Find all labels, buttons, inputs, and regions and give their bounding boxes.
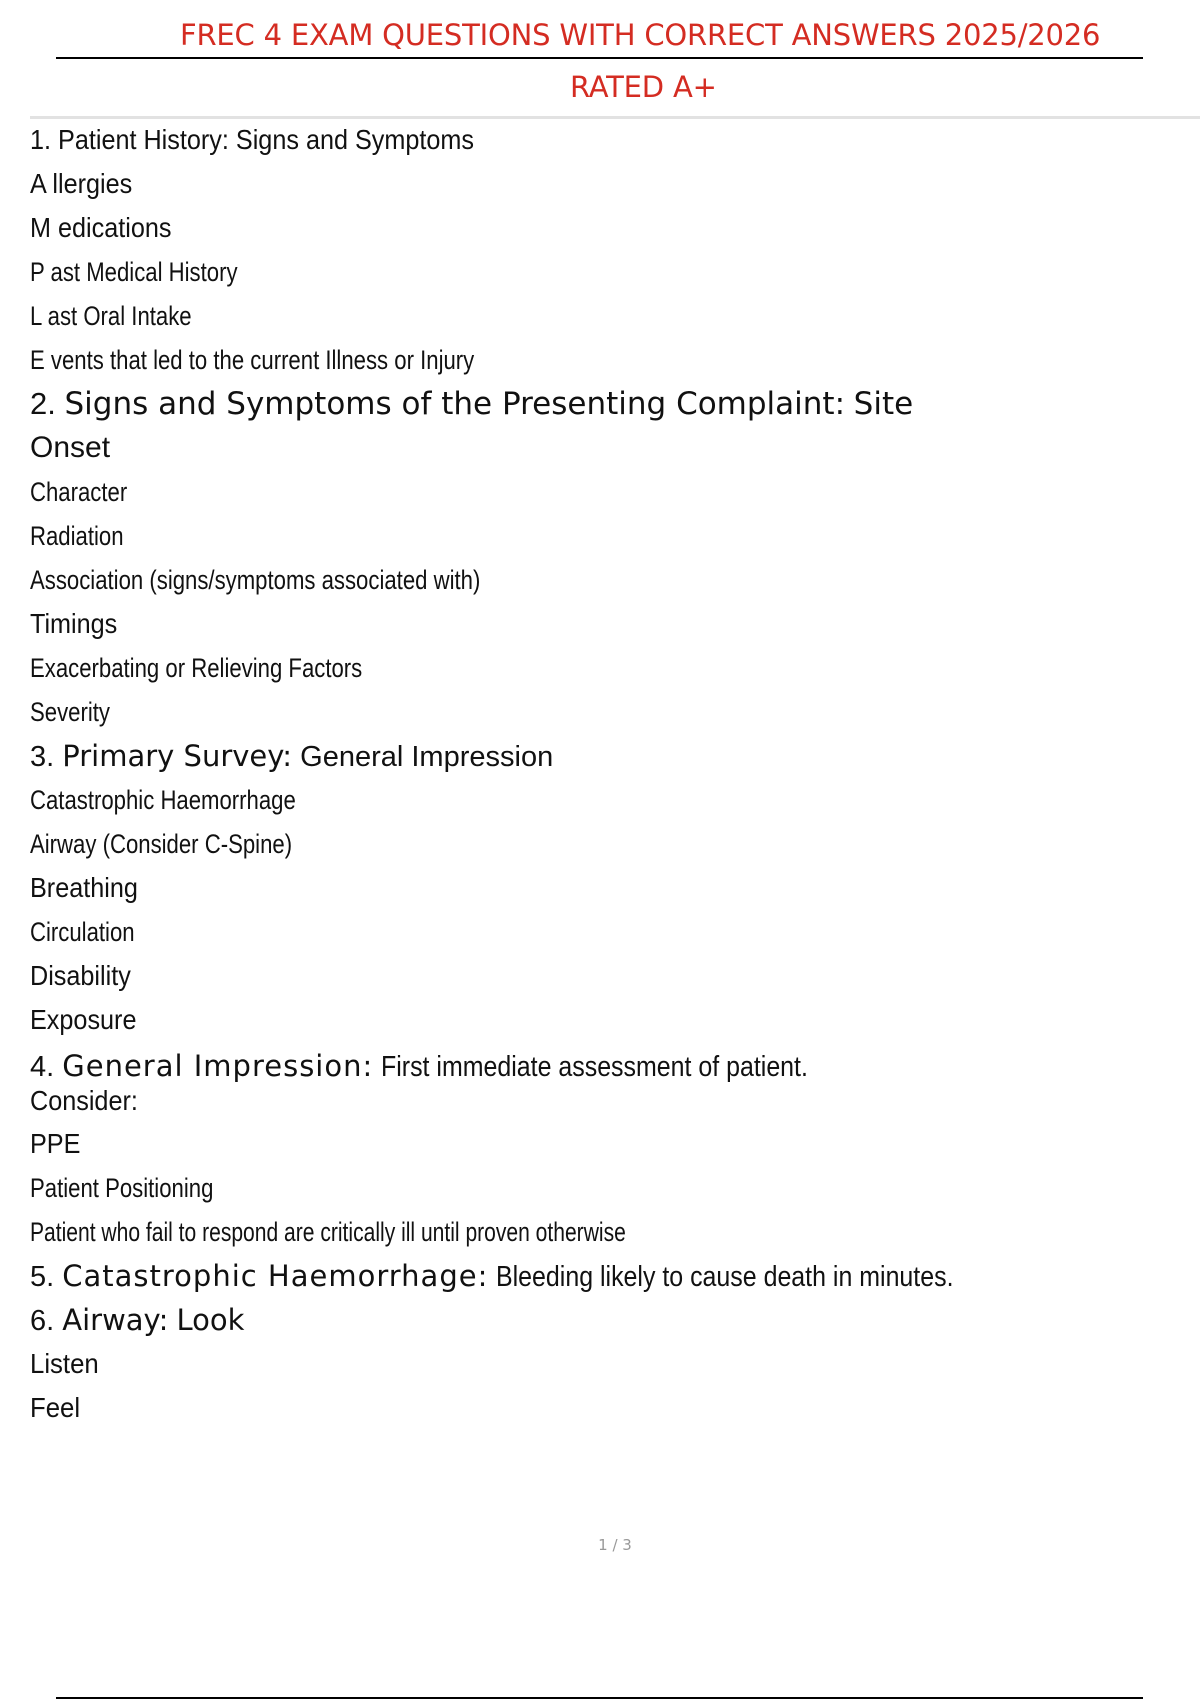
page-number: 1 / 3 xyxy=(598,1536,632,1554)
list-item: E vents that led to the current Illness or Injury xyxy=(30,345,475,375)
list-item: Breathing xyxy=(30,872,138,903)
list-item: M edications xyxy=(30,212,172,243)
list-item: Listen xyxy=(30,1348,99,1379)
list-item: PPE xyxy=(30,1128,81,1159)
question-answer: Site xyxy=(853,386,914,422)
question-number: 1. xyxy=(30,124,52,155)
question-3 xyxy=(30,734,1170,778)
question-term: Catastrophic Haemorrhage: xyxy=(62,1259,489,1293)
list-item: Association (signs/symptoms associated with) xyxy=(30,565,481,595)
list-item: Exposure xyxy=(30,1004,137,1035)
list-item: Exacerbating or Relieving Factors xyxy=(30,653,363,683)
question-number: 6. xyxy=(30,1305,55,1337)
question-answer: General Impression xyxy=(300,741,554,773)
list-item: L ast Oral Intake xyxy=(30,301,192,331)
question-number: 3. xyxy=(30,741,55,773)
list-item: Circulation xyxy=(30,917,135,947)
list-item: Airway (Consider C-Spine) xyxy=(30,829,293,859)
question-answer: Signs and Symptoms xyxy=(235,124,475,155)
question-term: Patient History: xyxy=(58,124,229,155)
list-item: Patient who fail to respond are critically ill until proven otherwise xyxy=(30,1217,626,1247)
document-title: FREC 4 EXAM QUESTIONS WITH CORRECT ANSWERS 2025/2026 xyxy=(180,18,1101,52)
list-item: Consider: xyxy=(30,1085,138,1116)
list-item: Catastrophic Haemorrhage xyxy=(30,785,296,815)
footer-divider xyxy=(56,1697,1143,1699)
list-item: Patient Positioning xyxy=(30,1173,214,1203)
title-underline xyxy=(56,57,1143,59)
question-number: 5. xyxy=(30,1261,55,1293)
question-number: 4. xyxy=(30,1051,55,1083)
list-item: P ast Medical History xyxy=(30,257,238,287)
question-term: Signs and Symptoms of the Presenting Complaint: xyxy=(64,386,846,422)
question-6 xyxy=(30,1298,1170,1342)
list-item: Severity xyxy=(30,697,110,727)
list-item: Character xyxy=(30,477,128,507)
question-answer: First immediate assessment of patient. xyxy=(381,1051,809,1083)
list-item: A llergies xyxy=(30,168,133,199)
question-term: Airway: xyxy=(62,1303,169,1337)
question-4 xyxy=(30,1042,1170,1084)
list-item: Timings xyxy=(30,608,118,639)
question-answer: Look xyxy=(176,1303,245,1337)
question-answer: Bleeding likely to cause death in minutes. xyxy=(496,1261,954,1293)
question-term: Primary Survey: xyxy=(62,739,293,773)
list-item: Radiation xyxy=(30,521,124,551)
question-1 xyxy=(30,118,1056,162)
list-item: Onset xyxy=(30,431,111,464)
list-item: Disability xyxy=(30,960,131,991)
question-number: 2. xyxy=(30,386,56,421)
question-5 xyxy=(30,1254,1170,1298)
list-item: Feel xyxy=(30,1392,81,1423)
question-term: General Impression: xyxy=(62,1049,374,1083)
document-subtitle: RATED A+ xyxy=(570,70,717,104)
document-body xyxy=(30,118,1170,1430)
question-2 xyxy=(30,382,1170,426)
